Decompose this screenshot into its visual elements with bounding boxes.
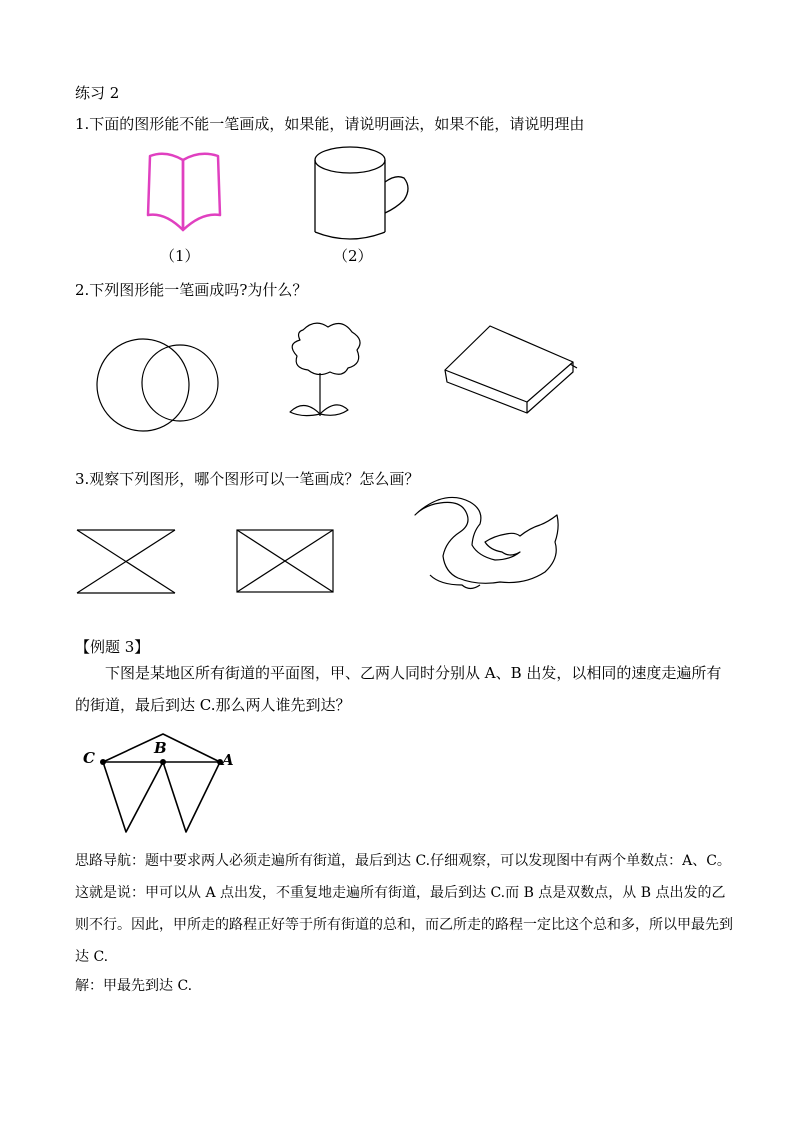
point-a-label: A bbox=[222, 751, 234, 769]
question-3-text: 3.观察下列图形，哪个图形可以一笔画成？怎么画？ bbox=[75, 470, 420, 488]
example-title: 【例题 3】 bbox=[75, 638, 150, 656]
point-c-label: C bbox=[83, 749, 95, 767]
example-problem: 下图是某地区所有街道的平面图，甲、乙两人同时分别从 A、B 出发，以相同的速度走遍所有的街道，最后到达 C.那么两人谁先到达？ bbox=[75, 664, 722, 714]
question-1-text: 1.下面的图形能不能一笔画成，如果能，请说明画法，如果不能，请说明理由 bbox=[75, 115, 585, 133]
example-answer: 解：甲最先到达 C. bbox=[75, 978, 193, 994]
figure-2-caption: （2） bbox=[333, 247, 373, 265]
figure-1-caption: （1） bbox=[160, 247, 200, 265]
point-b-label: B bbox=[154, 739, 167, 757]
street-map-figure bbox=[0, 0, 1, 1]
example-analysis: 思路导航：题中要求两人必须走遍所有街道，最后到达 C.仔细观察，可以发现图中有两个单数点：A、C。这就是说：甲可以从 A 点出发，不重复地走遍所有街道，最后到达 C.而 B 点是双数点，从 B 点出发的乙则不行。因此，甲所走的路程正好等于所有街道的总和，而乙所走的路程一定比这个总和多，所以甲最先到达 C. bbox=[75, 853, 733, 965]
question-2-text: 2.下列图形能一笔画成吗?为什么？ bbox=[75, 281, 308, 299]
exercise-title: 练习 2 bbox=[75, 84, 120, 102]
